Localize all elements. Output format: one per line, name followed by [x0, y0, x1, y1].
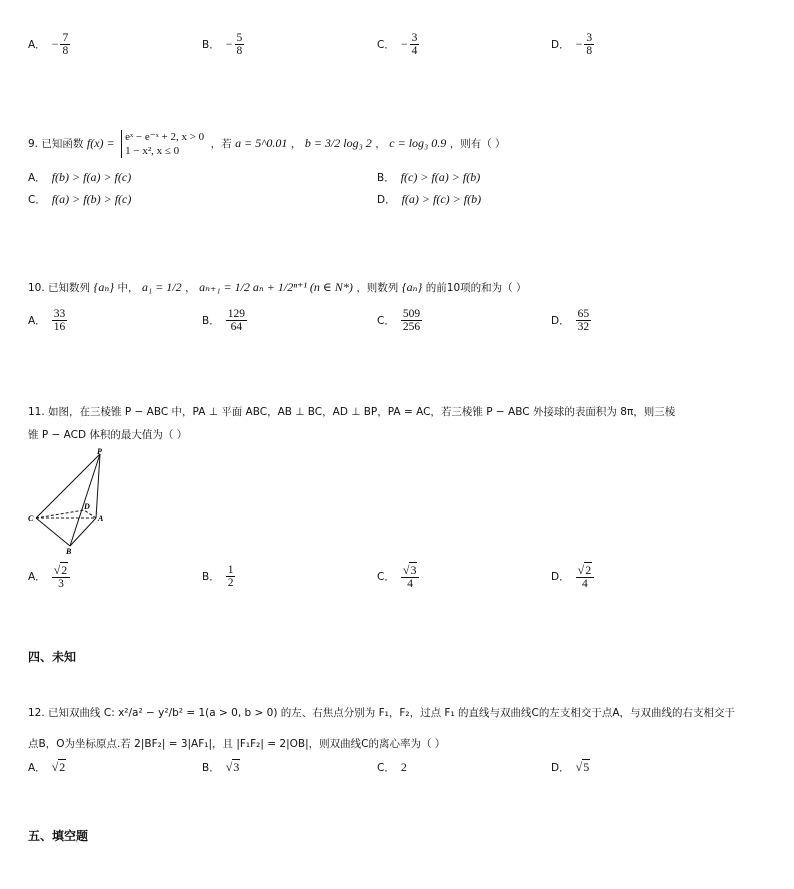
q12-option-d[interactable]: D． √5 [551, 760, 590, 774]
q8-option-a[interactable]: A． − $\frac{7}{8}$ [28, 32, 69, 57]
q10-option-a[interactable]: A． $\frac{33}{16}$ [28, 308, 66, 333]
q12-stem-line2: 点B，O为坐标原点.若 2|BF₂| = 3|AF₁|，且 |F₁F₂| = 2|OB|，则双曲线C的离心率为（ ） [28, 738, 446, 750]
figure-label-d: D [84, 502, 90, 511]
q11-option-d[interactable]: D． $\frac{√2}{4}$ [551, 564, 594, 590]
figure-label-a: A [98, 514, 104, 523]
q11-stem-line1: 11. 如图，在三棱锥 P − ABC 中，PA ⊥ 平面 ABC，AB ⊥ BC，AD ⊥ BP，PA = AC，若三棱锥 P − ABC 外接球的表面积为 8π，则三棱 [28, 406, 676, 418]
section-heading-4: 四、未知 [28, 650, 77, 664]
q10-option-b[interactable]: B． $\frac{129}{64}$ [202, 308, 245, 333]
q11-stem-line2: 锥 P − ACD 体积的最大值为（ ） [28, 429, 188, 441]
q8-option-c[interactable]: C． − $\frac{3}{4}$ [377, 32, 418, 57]
q10-option-d[interactable]: D． $\frac{65}{32}$ [551, 308, 590, 333]
q9-stem: 9. 已知函数 f(x) = eˣ − e⁻ˣ + 2, x > 0 1 − x², x ≤ 0 ，若 a = 5^0.01 ， b = 3/2 log₃ 2 ， c = log₃ 0.9 ，则有（ ） [28, 131, 506, 157]
figure-label-b: B [66, 547, 72, 556]
q11-option-b[interactable]: B． $\frac{1}{2}$ [202, 564, 234, 589]
q11-option-c[interactable]: C． $\frac{√3}{4}$ [377, 564, 419, 590]
q12-option-a[interactable]: A． √2 [28, 760, 66, 774]
q9-option-c[interactable]: C． f(a) > f(b) > f(c) [28, 192, 132, 206]
figure-label-c: C [28, 514, 34, 523]
q11-option-a[interactable]: A． $\frac{√2}{3}$ [28, 564, 70, 590]
q9-piecewise: eˣ − e⁻ˣ + 2, x > 0 1 − x², x ≤ 0 [121, 130, 204, 158]
q9-option-a[interactable]: A． f(b) > f(a) > f(c) [28, 170, 132, 184]
q8-option-b[interactable]: B． − $\frac{5}{8}$ [202, 32, 243, 57]
q9-option-b[interactable]: B． f(c) > f(a) > f(b) [377, 170, 481, 184]
q10-option-c[interactable]: C． $\frac{509}{256}$ [377, 308, 421, 333]
q12-option-c[interactable]: C． 2 [377, 760, 407, 774]
tetrahedron-figure [26, 448, 116, 558]
q12-stem-line1: 12. 已知双曲线 C: x²/a² − y²/b² = 1(a > 0, b > 0) 的左、右焦点分别为 F₁，F₂，过点 F₁ 的直线与双曲线C的左支相交于点A，与双曲线的右支相交于 [28, 707, 736, 719]
q9-option-d[interactable]: D． f(a) > f(c) > f(b) [377, 192, 482, 206]
q12-option-b[interactable]: B． √3 [202, 760, 240, 774]
section-heading-5: 五、填空题 [28, 829, 89, 843]
q10-stem: 10. 已知数列 {aₙ} 中， a₁ = 1/2 ， aₙ₊₁ = 1/2 aₙ + 1/2ⁿ⁺¹ (n ∈ N*) ，则数列 {aₙ} 的前10项的和为（ ） [28, 280, 527, 294]
figure-label-p: P [97, 448, 102, 456]
q8-option-d[interactable]: D． − $\frac{3}{8}$ [551, 32, 593, 57]
